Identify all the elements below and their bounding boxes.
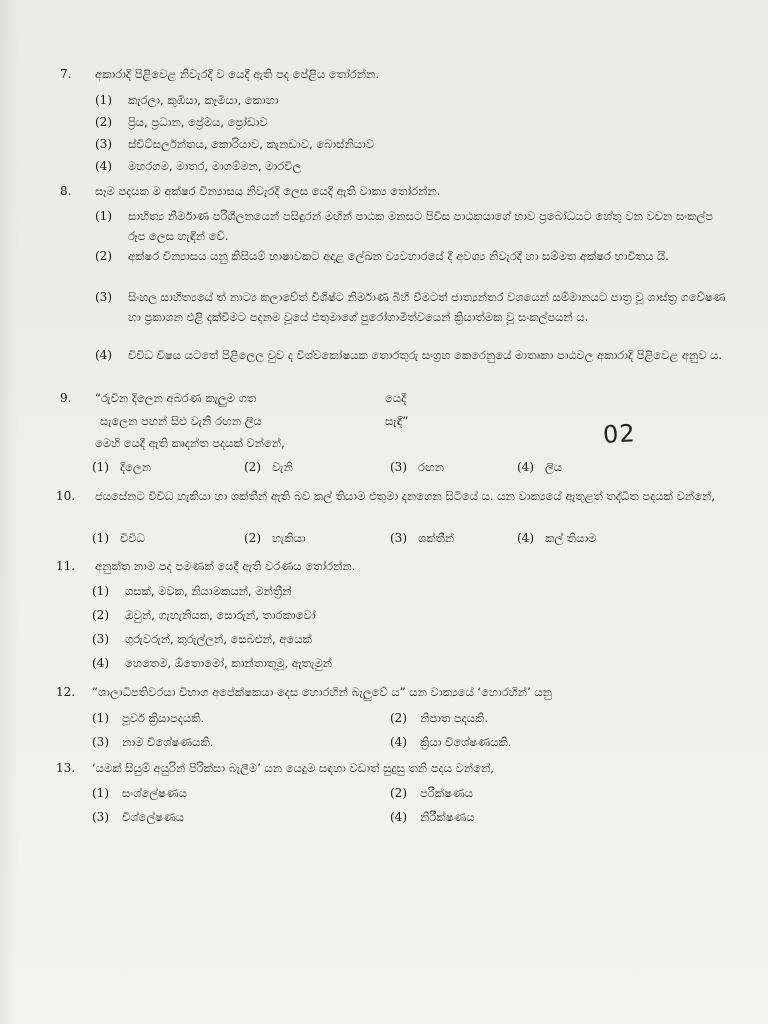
q7-option-3-text: ස්විට්සර්ලන්තය, කොරියාව, කැනඩාව, බොස්නියාව [128, 137, 375, 151]
q13-option-3-number: (3) [92, 810, 109, 824]
q9-option-3-number: (3) [390, 460, 407, 474]
q12-option-2-number: (2) [390, 711, 407, 725]
q13-option-2-number: (2) [390, 786, 407, 800]
q12-option-1-number: (1) [92, 711, 109, 725]
question-12-number: 12. [56, 685, 76, 699]
question-10-stem: ජයසේනට විවිධ හැකියා හා ශක්තීන් ඇති බව කල් තියාම එතුමා දනගෙන සිටියේ ය. යන වාක්‍යයේ ඇතුළත් තද්ධිත පදයක් වන්නේ, [95, 489, 715, 503]
q10-option-3-text: ශක්තීන් [418, 531, 455, 545]
q9-option-2-number: (2) [244, 460, 261, 474]
q13-option-4-number: (4) [390, 810, 407, 824]
q8-option-4-number: (4) [95, 348, 112, 362]
q11-option-4-text: හෙතෙම, ඕතොමෝ, කාන්තාතුමූ, ඇතැමුන් [125, 656, 332, 670]
question-11-number: 11. [56, 559, 76, 573]
q9-option-4-text: ලිය [545, 460, 563, 474]
handwritten-mark: 02 [602, 419, 637, 449]
q13-option-1-number: (1) [92, 786, 109, 800]
q11-option-3-text: ගුරුවරුන්, කුරුල්ලන්, සෙබළුන්, අයෙක් [125, 632, 312, 646]
q7-option-1-text: කැරලා, කුඹියා, කෑමියා, කොහා [128, 93, 279, 107]
question-13-number: 13. [56, 761, 76, 775]
q8-option-4-text: විවිධ විෂය යටතේ පිළිලෙල වුව ද විශ්වකෝෂයක තොරතුරු සංග්‍රහ කෙරෙනුයේ මාතෘකා පාඨවල අකාරාදි පිළිවෙළ අනුව ය. [128, 348, 723, 362]
q9-option-3-text: රඟන [418, 460, 444, 474]
q11-option-1-number: (1) [92, 584, 109, 598]
q7-option-3-number: (3) [95, 137, 112, 151]
q10-option-4-text: කල් තියාම [545, 531, 597, 545]
q12-option-1-text: පූර්ව ක්‍රියාපදයකි. [122, 711, 205, 725]
q10-option-1-number: (1) [92, 531, 109, 545]
q12-option-3-text: නාම විශේෂණයකි. [122, 735, 214, 749]
q7-option-4-text: මහරගම, මාතර, මාගම්මන, මාරවිල [128, 159, 302, 173]
q10-option-3-number: (3) [390, 531, 407, 545]
q10-option-2-text: හැකියා [272, 531, 306, 545]
q10-option-2-number: (2) [244, 531, 261, 545]
q13-option-4-text: නිරීක්ෂණය [420, 810, 475, 824]
q13-option-2-text: පරීක්ෂණය [420, 786, 474, 800]
q11-option-2-number: (2) [92, 608, 109, 622]
q11-option-3-number: (3) [92, 632, 109, 646]
q7-option-1-number: (1) [95, 93, 112, 107]
question-13-stem: ‘යමක් සියුම් අයුරින් පිරික්සා බැලීම’ යන යෙදුම සඳහා වඩාත් සුදුසු තනි පදය වන්නේ, [92, 761, 494, 775]
q12-option-4-number: (4) [390, 735, 407, 749]
q8-option-2-number: (2) [95, 249, 112, 263]
question-8-number: 8. [60, 184, 72, 198]
question-10-number: 10. [56, 489, 76, 503]
q7-option-2-number: (2) [95, 115, 112, 129]
q8-option-3-text: සිංහල සාහිත්‍යයේ ත් නාට්‍ය කලාවේත් විශිෂ්ට නිර්මාණ බිහි වීමටත් ජාත්‍යන්තර වශයෙන් සම්මානයට පාත්‍ර වූ ශාස්ත්‍ර ගවේෂණ හා ප්‍රකාශන එළි දක්වීමට පදනම වූයේ එතුමාගේ පුරෝගාමීත්වයෙන් ක්‍රියාත්මක වූ සංකල්පයන් ය. [128, 290, 726, 324]
q10-option-1-text: විවිධ [120, 531, 146, 545]
q9-verse-line-1-end: යෙදී [385, 391, 407, 405]
q11-option-2-text: ඔවුන්, ගැහැනියක, සොරුන්, තාරකාවෝ [125, 608, 316, 622]
q8-option-1-text: සාහිත්‍ය නිර්මාණ පරිශීලනයෙන් පසිඳුරන් මඟින් පාඨක මනසට පිවිස පාඨකයාගේ භාව ප්‍රබෝධයට හේතු වන වචන සංකල්ප රූප ලෙස හැඳින් වේ. [128, 209, 714, 243]
q10-option-4-number: (4) [517, 531, 534, 545]
q9-verse-line-2: සැලෙන පහන් සිළු වැනි රඟන ලිය [100, 414, 262, 428]
q12-option-4-text: ක්‍රියා විශේෂණයකි. [420, 735, 512, 749]
q13-option-3-text: විශ්ලේෂණය [122, 810, 185, 824]
q9-verse-line-2-end: සැඳී” [385, 414, 409, 428]
q8-option-2-text: අක්ෂර වින්‍යාසය යනු කිසියම් භාෂාවකට අදාළ ලේඛන ව්‍යවහාරයේ දී අවශ්‍ය නිවැරදි හා සම්මත අක්ෂර භාවිතය යි. [128, 249, 669, 263]
question-9-stem: මෙහි යෙදී ඇති කෘදන්ත පදයක් වන්නේ, [95, 436, 285, 450]
question-12-stem: “ශාලාධිපතිවරයා විභාග අපේක්ෂකයා දෙස හොරහින් බැලුවේ ය” යන වාක්‍යයේ ‘හොරහින්’ යනු [92, 685, 552, 699]
question-8-stem: සෑම පදයක ම අක්ෂර වින්‍යාසය නිවැරදි ලෙස යෙදී ඇති වාක්‍ය තෝරන්න. [95, 184, 441, 198]
page-edge-shadow [0, 0, 18, 1024]
q9-option-4-number: (4) [517, 460, 534, 474]
q9-option-1-text: දිලෙන [120, 460, 152, 474]
question-7-number: 7. [60, 67, 72, 81]
q11-option-4-number: (4) [92, 656, 109, 670]
q12-option-2-text: නිපාත පදයකි. [420, 711, 489, 725]
q8-option-1-number: (1) [95, 209, 112, 223]
q9-option-1-number: (1) [92, 460, 109, 474]
question-9-number: 9. [60, 391, 72, 405]
q7-option-2-text: ප්‍රිය, ප්‍රධාන, ප්‍රේමය, ප්‍රෝඩාව [128, 115, 268, 129]
q9-option-2-text: වැනි [272, 460, 293, 474]
question-7-stem: අකාරාදි පිළිවෙළ නිවැරදි ව යෙදී ඇති පද පේළිය තෝරන්න. [95, 67, 380, 81]
question-11-stem: අනුක්ත නාම පද පමණක් යෙදී ඇති වරණය තෝරන්න. [95, 559, 356, 573]
q13-option-1-text: සංශ්ලේෂණය [122, 786, 187, 800]
q9-verse-line-1: “රුවින දිලෙන අබරණ කැලුම ගත [95, 391, 257, 405]
q12-option-3-number: (3) [92, 735, 109, 749]
q11-option-1-text: ගසක්, මවක, නියාමකයන්, මන්ත්‍රීන් [125, 584, 292, 598]
q8-option-3-number: (3) [95, 290, 112, 304]
q7-option-4-number: (4) [95, 159, 112, 173]
